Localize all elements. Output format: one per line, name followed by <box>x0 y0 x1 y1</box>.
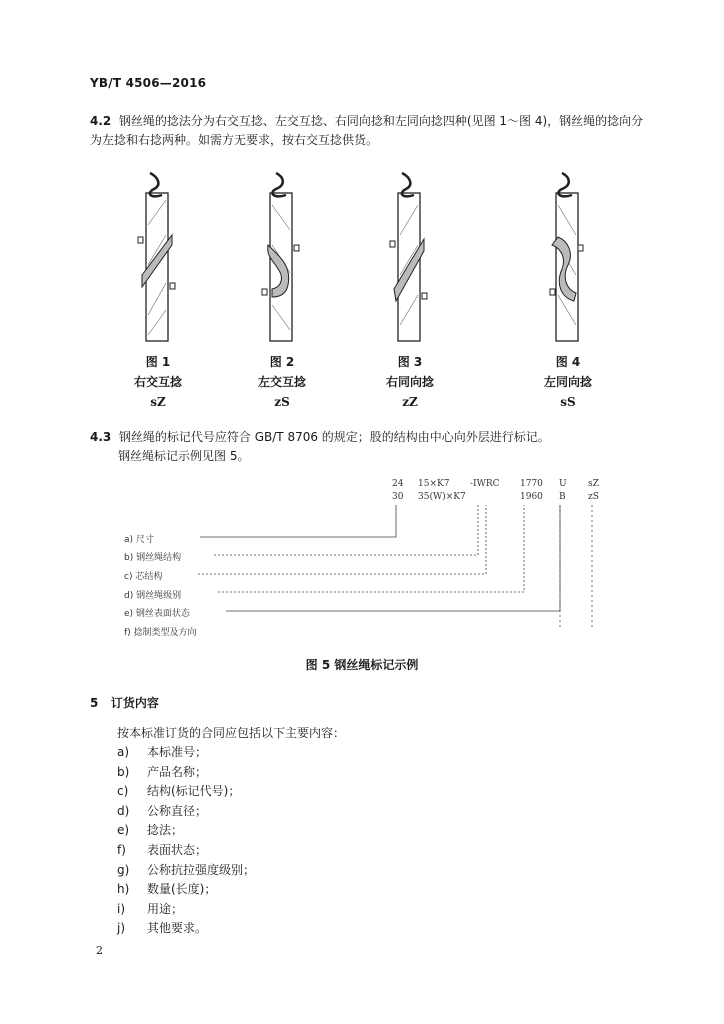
figure-4-code: sS <box>560 395 576 409</box>
list-item-label: c) <box>117 784 129 799</box>
figure-4-label: 图 4 <box>555 355 581 369</box>
legend-d: d) 钢丝绳级别 <box>124 591 182 601</box>
figure-4-name: 左同向捻 <box>543 375 592 389</box>
mark-lay-2: zS <box>588 492 599 502</box>
page-number: 2 <box>96 944 103 957</box>
legend-e: e) 钢丝表面状态 <box>124 609 190 619</box>
section-5-number: 5 <box>90 696 99 710</box>
mark-structure-2: 35(W)×K7 <box>418 492 466 502</box>
legend-f: f) 捻制类型及方向 <box>124 628 197 638</box>
legend-c: c) 芯结构 <box>124 572 163 582</box>
list-item-label: d) <box>117 803 130 818</box>
list-item-label: e) <box>117 823 130 838</box>
section-4-2-line2: 为左捻和右捻两种。如需方无要求，按右交互捻供货。 <box>90 133 379 147</box>
list-item <box>117 782 255 802</box>
section-4-3-number: 4.3 <box>90 430 112 444</box>
list-item-text: 数量(长度)； <box>147 882 217 897</box>
figure-1-code: sZ <box>150 395 166 409</box>
document-code-header: YB/T 4506—2016 <box>90 76 207 90</box>
mark-grade-2: 1960 <box>520 492 543 502</box>
list-item-text: 表面状态； <box>147 842 208 857</box>
list-item-text: 用途； <box>147 901 184 916</box>
mark-size-1: 24 <box>392 479 404 489</box>
figure-5-caption: 图 5 钢丝绳标记示例 <box>305 658 419 672</box>
list-item <box>117 802 255 822</box>
mark-structure-1: 15×K7 <box>418 479 450 489</box>
list-item-text: 产品名称； <box>147 764 208 779</box>
list-item-text: 本标准号； <box>147 745 208 759</box>
list-item <box>117 841 255 861</box>
section-4-2-text1: 钢丝绳的捻法分为右交互捻、左交互捻、右同向捻和左同向捻四种(见图 1～图 4)，钢丝绳的捻向分 <box>118 114 644 128</box>
section-4-3-line2: 钢丝绳标记示例见图 5。 <box>118 449 250 463</box>
list-item <box>117 821 255 841</box>
list-item-label: j) <box>117 921 126 936</box>
figure-3-label: 图 3 <box>397 355 423 369</box>
list-item-label: f) <box>117 842 126 857</box>
figure-2-label: 图 2 <box>269 355 295 369</box>
list-item-label: a) <box>117 745 130 759</box>
list-item <box>117 861 255 881</box>
legend-b: b) 钢丝绳结构 <box>124 553 182 563</box>
mark-surface-2: B <box>559 492 566 502</box>
section-5-heading <box>90 694 159 711</box>
list-item-text: 捻法； <box>147 823 184 838</box>
order-items-list <box>117 743 255 939</box>
list-item <box>117 763 255 783</box>
list-item-text: 结构(标记代号)； <box>147 784 241 799</box>
figure-1-name: 右交互捻 <box>133 375 182 389</box>
list-item-text: 公称抗拉强度级别； <box>147 862 256 877</box>
mark-size-2: 30 <box>392 492 404 502</box>
mark-core-1: -IWRC <box>470 479 500 489</box>
figure-2-name: 左交互捻 <box>257 375 306 389</box>
section-4-3-text1: 钢丝绳的标记代号应符合 GB/T 8706 的规定；股的结构由中心向外层进行标记。 <box>118 430 550 444</box>
figure-1-label: 图 1 <box>145 355 171 369</box>
list-item-label: h) <box>117 882 130 897</box>
figure-2-code: zS <box>274 395 290 409</box>
figure-3-code: zZ <box>402 395 418 409</box>
section-5-intro: 按本标准订货的合同应包括以下主要内容： <box>117 726 346 740</box>
figure-3-name: 右同向捻 <box>385 375 434 389</box>
list-item <box>117 880 255 900</box>
list-item <box>117 919 255 939</box>
section-4-2-number: 4.2 <box>90 114 112 128</box>
list-item-text: 其他要求。 <box>147 921 208 936</box>
list-item-text: 公称直径； <box>147 803 208 818</box>
section-5-title: 订货内容 <box>110 696 159 710</box>
mark-surface-1: U <box>559 479 567 489</box>
legend-a: a) 尺寸 <box>124 535 154 545</box>
mark-lay-1: sZ <box>588 479 599 489</box>
list-item-label: b) <box>117 764 130 779</box>
list-item <box>117 900 255 920</box>
mark-grade-1: 1770 <box>520 479 543 489</box>
list-item-label: g) <box>117 862 130 877</box>
list-item-label: i) <box>117 901 126 916</box>
list-item <box>117 743 255 763</box>
